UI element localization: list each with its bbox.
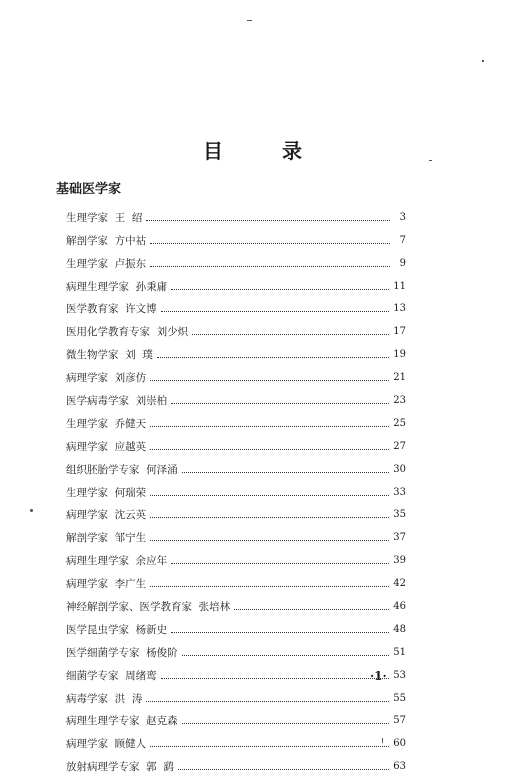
dot-leader bbox=[150, 586, 389, 587]
toc-entry[interactable] bbox=[66, 316, 406, 339]
toc-entry[interactable] bbox=[66, 591, 406, 614]
dot-leader bbox=[161, 678, 390, 679]
entry-page: 46 bbox=[393, 601, 406, 613]
entry-page: 51 bbox=[393, 646, 406, 658]
entry-title: 病理学家 刘彦仿 bbox=[66, 372, 147, 385]
dot-leader bbox=[150, 495, 389, 496]
entry-page: 17 bbox=[393, 326, 406, 338]
entry-title: 生理学家 何瑞荣 bbox=[66, 486, 147, 499]
dot-leader bbox=[171, 632, 389, 633]
dot-leader bbox=[171, 403, 389, 404]
entry-title: 解剖学家 邹宁生 bbox=[66, 532, 147, 545]
entry-page: 60 bbox=[393, 738, 406, 750]
toc-entry[interactable] bbox=[66, 568, 406, 591]
scan-speck bbox=[30, 509, 33, 512]
entry-title: 组织胚胎学专家 何泽涌 bbox=[66, 463, 178, 476]
entry-page: 35 bbox=[393, 509, 406, 521]
dot-leader bbox=[150, 540, 389, 541]
scan-speck bbox=[429, 160, 432, 161]
entry-page: 57 bbox=[393, 715, 406, 727]
toc-entry[interactable] bbox=[66, 522, 406, 545]
dot-leader bbox=[182, 723, 390, 724]
entry-page: 42 bbox=[393, 578, 406, 590]
section-heading: 基础医学家 bbox=[56, 182, 122, 197]
toc-entry[interactable] bbox=[66, 248, 406, 271]
dot-leader bbox=[150, 243, 390, 244]
entry-page: 30 bbox=[393, 463, 406, 475]
entry-title: 微生物学家 刘 璞 bbox=[66, 349, 153, 362]
dot-leader bbox=[161, 311, 390, 312]
scan-speck bbox=[382, 738, 383, 743]
toc-entry[interactable] bbox=[66, 225, 406, 248]
toc-entry[interactable] bbox=[66, 408, 406, 431]
entry-page: 39 bbox=[393, 555, 406, 567]
entry-title: 病理生理学专家 赵克森 bbox=[66, 715, 178, 728]
toc-entry[interactable] bbox=[66, 431, 406, 454]
dot-leader bbox=[150, 746, 389, 747]
dot-leader bbox=[182, 472, 390, 473]
dot-leader bbox=[146, 701, 389, 702]
page-title: 目 录 bbox=[203, 139, 328, 163]
entry-page: 27 bbox=[393, 440, 406, 452]
scan-speck bbox=[247, 20, 252, 21]
entry-page: 11 bbox=[393, 280, 406, 292]
entry-title: 生理学家 卢振东 bbox=[66, 257, 147, 270]
dot-leader bbox=[150, 426, 389, 427]
entry-title: 医学教育家 许文博 bbox=[66, 303, 157, 316]
entry-title: 医用化学教育专家 刘少炽 bbox=[66, 326, 189, 339]
dot-leader bbox=[178, 769, 389, 770]
dot-leader bbox=[192, 334, 389, 335]
entry-title: 病理学家 沈云英 bbox=[66, 509, 147, 522]
entry-page: 63 bbox=[393, 761, 406, 773]
toc-entry[interactable] bbox=[66, 706, 406, 729]
entry-title: 病毒学家 洪 涛 bbox=[66, 692, 143, 705]
entry-title: 病理学家 应越英 bbox=[66, 440, 147, 453]
toc-entry[interactable] bbox=[66, 202, 406, 225]
entry-title: 生理学家 王 绍 bbox=[66, 211, 143, 224]
entry-page: 53 bbox=[393, 669, 406, 681]
entry-page: 7 bbox=[399, 234, 406, 246]
entry-title: 病理学家 李广生 bbox=[66, 578, 147, 591]
dot-leader bbox=[150, 266, 390, 267]
entry-title: 医学细菌学专家 杨俊阶 bbox=[66, 646, 178, 659]
toc-entry[interactable] bbox=[66, 339, 406, 362]
toc-entry[interactable] bbox=[66, 660, 406, 683]
entry-title: 细菌学专家 周绪鸾 bbox=[66, 669, 157, 682]
toc-entry[interactable] bbox=[66, 271, 406, 294]
toc-list bbox=[66, 202, 406, 774]
toc-entry[interactable] bbox=[66, 385, 406, 408]
toc-entry[interactable] bbox=[66, 614, 406, 637]
entry-page: 48 bbox=[393, 623, 406, 635]
entry-title: 病理生理学家 余应年 bbox=[66, 555, 168, 568]
entry-page: 3 bbox=[399, 211, 406, 223]
toc-entry[interactable] bbox=[66, 751, 406, 774]
toc-entry[interactable] bbox=[66, 683, 406, 706]
dot-leader bbox=[150, 380, 389, 381]
dot-leader bbox=[146, 220, 390, 221]
dot-leader bbox=[157, 357, 389, 358]
entry-page: 13 bbox=[393, 303, 406, 315]
entry-page: 21 bbox=[393, 372, 406, 384]
entry-title: 医学昆虫学家 杨新史 bbox=[66, 623, 168, 636]
toc-entry[interactable] bbox=[66, 477, 406, 500]
toc-entry[interactable] bbox=[66, 545, 406, 568]
entry-page: 33 bbox=[393, 486, 406, 498]
entry-title: 病理学家 顾健人 bbox=[66, 738, 147, 751]
entry-title: 病理生理学家 孙秉庸 bbox=[66, 280, 168, 293]
entry-title: 生理学家 乔健天 bbox=[66, 417, 147, 430]
dot-leader bbox=[171, 289, 389, 290]
entry-page: 55 bbox=[393, 692, 406, 704]
entry-page: 19 bbox=[393, 349, 406, 361]
entry-page: 37 bbox=[393, 532, 406, 544]
toc-entry[interactable] bbox=[66, 500, 406, 523]
toc-entry[interactable] bbox=[66, 454, 406, 477]
dot-leader bbox=[150, 517, 389, 518]
entry-page: 23 bbox=[393, 395, 406, 407]
dot-leader bbox=[234, 609, 389, 610]
scan-speck bbox=[482, 60, 484, 62]
toc-entry[interactable] bbox=[66, 362, 406, 385]
entry-page: 25 bbox=[393, 417, 406, 429]
entry-title: 神经解剖学家、医学教育家 张培林 bbox=[66, 601, 231, 614]
toc-entry[interactable] bbox=[66, 637, 406, 660]
entry-title: 解剖学家 方中祜 bbox=[66, 234, 147, 247]
dot-leader bbox=[150, 449, 389, 450]
entry-title: 医学病毒学家 刘崇柏 bbox=[66, 395, 168, 408]
dot-leader bbox=[171, 563, 389, 564]
toc-entry[interactable] bbox=[66, 728, 406, 751]
dot-leader bbox=[182, 655, 390, 656]
toc-entry[interactable] bbox=[66, 294, 406, 317]
entry-page: 9 bbox=[399, 257, 406, 269]
entry-title: 放射病理学专家 郭 鹞 bbox=[66, 761, 174, 774]
page-number: ·1· bbox=[370, 669, 387, 683]
